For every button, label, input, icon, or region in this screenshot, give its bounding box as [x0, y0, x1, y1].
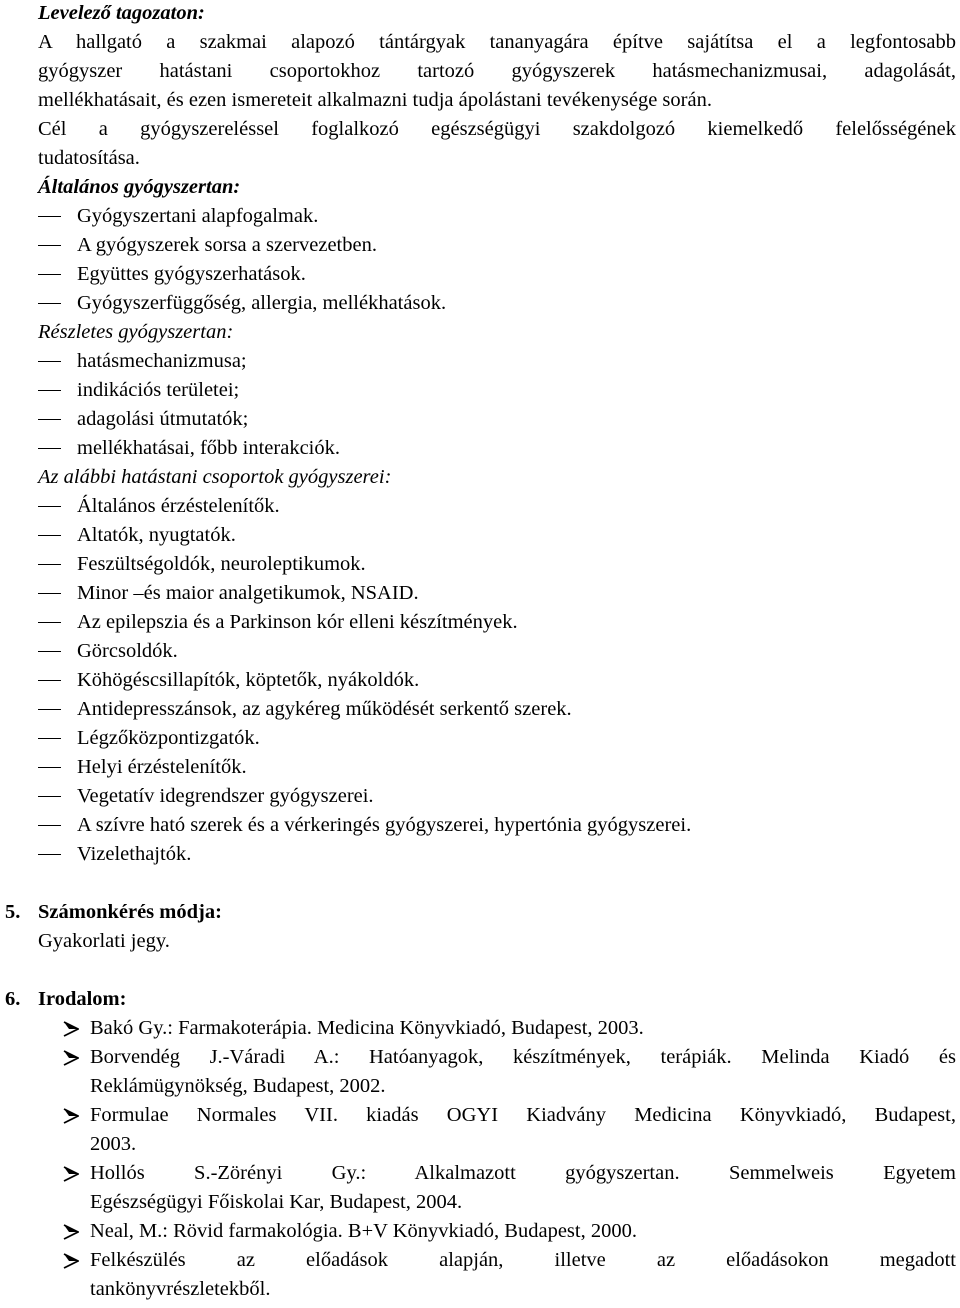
list-item-text: Köhögéscsillapítók, köptetők, nyákoldók.	[77, 669, 420, 691]
list-item	[38, 289, 956, 318]
reference-item	[0, 1043, 956, 1101]
altalanos-heading: Általános gyógyszertan:	[38, 176, 241, 198]
reszletes-list	[38, 347, 956, 463]
dash-bullet-icon	[38, 564, 61, 565]
dash-bullet-icon	[38, 767, 61, 768]
reference-item	[0, 1159, 956, 1217]
paragraph-line: gyógyszer hatástani csoportokhoz tartozó gyógyszerek hatásmechanizmusai, adagolását,	[38, 60, 956, 82]
list-item	[38, 376, 956, 405]
dash-bullet-icon	[38, 651, 61, 652]
list-item-text: Gyógyszertani alapfogalmak.	[77, 205, 319, 227]
list-item	[38, 550, 956, 579]
levelezo-paragraph-1	[38, 28, 956, 115]
section-title: Irodalom:	[38, 988, 127, 1010]
section-title: Számonkérés módja:	[38, 901, 222, 923]
irodalom-list	[0, 1014, 956, 1304]
paragraph-line: tudatosítása.	[38, 147, 140, 169]
list-item	[38, 782, 956, 811]
list-item-text: Általános érzéstelenítők.	[77, 495, 280, 517]
list-item	[38, 405, 956, 434]
reference-text: Felkészülés az előadások alapján, illetve az előadásokon megadott	[90, 1249, 956, 1271]
list-item	[38, 811, 956, 840]
list-item-text: Légzőközpontizgatók.	[77, 727, 260, 749]
list-item	[38, 434, 956, 463]
reference-text: 2003.	[90, 1133, 137, 1155]
reference-text: Hollós S.-Zörényi Gy.: Alkalmazott gyógyszertan. Semmelweis Egyetem	[90, 1162, 956, 1184]
list-item-text: Vegetatív idegrendszer gyógyszerei.	[77, 785, 374, 807]
list-item-text: Feszültségoldók, neuroleptikumok.	[77, 553, 366, 575]
reference-text: Reklámügynökség, Budapest, 2002.	[90, 1075, 386, 1097]
list-item-text: Az epilepszia és a Parkinson kór elleni készítmények.	[77, 611, 518, 633]
reference-item	[0, 1217, 956, 1246]
list-item	[38, 608, 956, 637]
csoportok-heading: Az alábbi hatástani csoportok gyógyszerei:	[38, 466, 392, 488]
list-item-text: adagolási útmutatók;	[77, 408, 249, 430]
list-item	[38, 202, 956, 231]
arrowhead-bullet-icon	[63, 1014, 83, 1043]
list-item-text: Együttes gyógyszerhatások.	[77, 263, 306, 285]
list-item	[38, 260, 956, 289]
dash-bullet-icon	[38, 274, 61, 275]
altalanos-list	[38, 202, 956, 318]
arrowhead-bullet-icon	[63, 1217, 83, 1246]
arrowhead-bullet-icon	[63, 1246, 83, 1275]
dash-bullet-icon	[38, 796, 61, 797]
list-item-text: Görcsoldók.	[77, 640, 178, 662]
dash-bullet-icon	[38, 593, 61, 594]
dash-bullet-icon	[38, 448, 61, 449]
list-item-text: mellékhatásai, főbb interakciók.	[77, 437, 340, 459]
list-item	[38, 753, 956, 782]
list-item-text: Minor –és maior analgetikumok, NSAID.	[77, 582, 419, 604]
reference-item	[0, 1246, 956, 1304]
levelezo-paragraph-2	[38, 115, 956, 173]
dash-bullet-icon	[38, 216, 61, 217]
paragraph-line: mellékhatásait, és ezen ismereteit alkalmazni tudja ápolástani tevékenysége során.	[38, 89, 712, 111]
list-item	[38, 231, 956, 260]
reference-text: Neal, M.: Rövid farmakológia. B+V Könyvkiadó, Budapest, 2000.	[90, 1220, 637, 1242]
spacer	[38, 869, 956, 898]
list-item	[38, 666, 956, 695]
dash-bullet-icon	[38, 738, 61, 739]
reference-text: Bakó Gy.: Farmakoterápia. Medicina Könyvkiadó, Budapest, 2003.	[90, 1017, 644, 1039]
dash-bullet-icon	[38, 245, 61, 246]
arrowhead-bullet-icon	[63, 1159, 83, 1188]
arrowhead-bullet-icon	[63, 1101, 83, 1130]
szamonkeres-value: Gyakorlati jegy.	[38, 930, 170, 952]
szamonkeres-heading: 5. Számonkérés módja:	[5, 901, 222, 923]
dash-bullet-icon	[38, 361, 61, 362]
list-item	[38, 724, 956, 753]
list-item-text: Gyógyszerfüggőség, allergia, mellékhatások.	[77, 292, 447, 314]
list-item-text: Antidepresszánsok, az agykéreg működését serkentő szerek.	[77, 698, 572, 720]
paragraph-line: A hallgató a szakmai alapozó tántárgyak tananyagára építve sajátítsa el a legfontosabb	[38, 31, 956, 53]
list-item-text: indikációs területei;	[77, 379, 240, 401]
dash-bullet-icon	[38, 419, 61, 420]
dash-bullet-icon	[38, 390, 61, 391]
arrowhead-bullet-icon	[63, 1043, 83, 1072]
reference-item	[0, 1014, 956, 1043]
dash-bullet-icon	[38, 709, 61, 710]
dash-bullet-icon	[38, 622, 61, 623]
irodalom-heading: 6. Irodalom:	[5, 988, 127, 1010]
list-item-text: hatásmechanizmusa;	[77, 350, 247, 372]
reference-text: Formulae Normales VII. kiadás OGYI Kiadvány Medicina Könyvkiadó, Budapest,	[90, 1104, 956, 1126]
document-page	[5, 0, 956, 1304]
list-item	[38, 637, 956, 666]
reference-text: tankönyvrészletekből.	[90, 1278, 271, 1300]
dash-bullet-icon	[38, 535, 61, 536]
dash-bullet-icon	[38, 680, 61, 681]
reference-text: Borvendég J.-Váradi A.: Hatóanyagok, készítmények, terápiák. Melinda Kiadó és	[90, 1046, 956, 1068]
list-item	[38, 347, 956, 376]
list-item	[38, 521, 956, 550]
list-item-text: Helyi érzéstelenítők.	[77, 756, 247, 778]
reszletes-heading: Részletes gyógyszertan:	[38, 321, 234, 343]
list-item-text: Altatók, nyugtatók.	[77, 524, 236, 546]
dash-bullet-icon	[38, 303, 61, 304]
list-item	[38, 492, 956, 521]
list-item	[38, 695, 956, 724]
list-item-text: A szívre ható szerek és a vérkeringés gyógyszerei, hypertónia gyógyszerei.	[77, 814, 692, 836]
spacer	[38, 956, 956, 985]
list-item	[38, 840, 956, 869]
dash-bullet-icon	[38, 506, 61, 507]
csoportok-list	[38, 492, 956, 869]
list-item	[38, 579, 956, 608]
dash-bullet-icon	[38, 825, 61, 826]
list-item-text: A gyógyszerek sorsa a szervezetben.	[77, 234, 377, 256]
dash-bullet-icon	[38, 854, 61, 855]
reference-text: Egészségügyi Főiskolai Kar, Budapest, 2004.	[90, 1191, 463, 1213]
levelezo-heading: Levelező tagozaton:	[38, 2, 205, 24]
reference-item	[0, 1101, 956, 1159]
paragraph-line: Cél a gyógyszereléssel foglalkozó egészségügyi szakdolgozó kiemelkedő felelősségének	[38, 118, 956, 140]
list-item-text: Vizelethajtók.	[77, 843, 192, 865]
